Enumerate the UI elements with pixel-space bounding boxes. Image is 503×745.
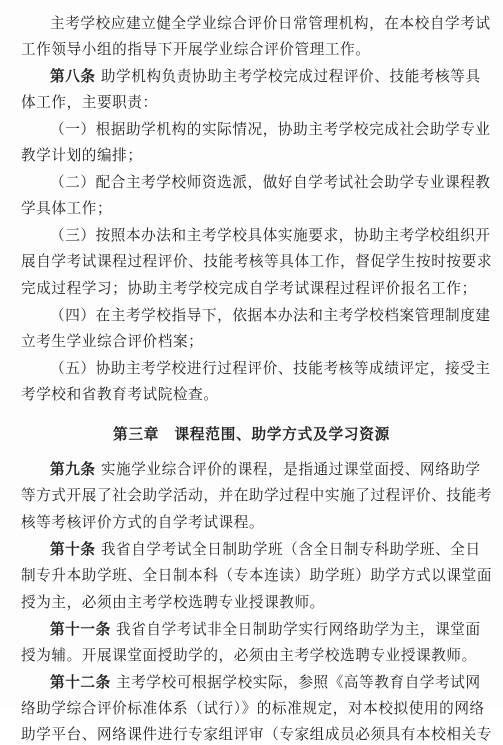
chapter-3-heading: 第三章 课程范围、助学方式及学习资源: [112, 426, 391, 443]
article-10-text: 我省自学考试全日制助学班（含全日制专科助学班、全日: [95, 541, 481, 558]
article-9-label: 第九条: [50, 461, 96, 478]
item-4-line-1: （四）在主考学校指导下，依据本办法和主考学校档案管理制度建: [50, 307, 491, 324]
article-11-line-2: 授为辅。开展课堂面授助学的，必须由主考学校选聘专业授课教师。: [21, 647, 477, 664]
article-9-line-1: [0, 460, 503, 480]
item-1-line-2: 教学计划的编排；: [21, 147, 143, 164]
article-12-line-2: 络助学综合评价标准体系（试行）》的标准规定，对本校拟使用的网络: [21, 700, 485, 717]
article-10-line-1: [0, 540, 503, 560]
item-1-line-1: （一）根据助学机构的实际情况，协助主考学校完成社会助学专业: [50, 121, 491, 138]
item-5-line-1: （五）协助主考学校进行过程评价、技能考核等成绩评定，接受主: [50, 360, 491, 377]
article-11-text: 我省自学考试非全日制助学实行网络助学为主，课堂面: [110, 621, 481, 638]
item-3-line-1: （三）按照本办法和主考学校具体实施要求，协助主考学校组织开: [50, 227, 491, 244]
article-12-label: 第十二条: [50, 674, 111, 691]
item-3-line-2: 展自学考试课程过程评价、技能考核等具体工作，督促学生按时按要求: [21, 253, 493, 270]
article-9-line-2: 等方式开展了社会助学活动，并在助学过程中实施了过程评价、技能考: [21, 487, 493, 504]
item-3-line-3: 完成过程学习；协助主考学校完成自学考试课程过程评价报名工作；: [21, 280, 477, 297]
p1-line-1: 主考学校应建立健全学业综合评价日常管理机构，在本校自学考试: [50, 15, 491, 32]
item-4-line-2: 立考生学业综合评价档案；: [21, 333, 204, 350]
article-12-text: 主考学校可根据学校实际，参照《高等教育自学考试网: [110, 674, 481, 691]
article-11-label: 第十一条: [50, 621, 111, 638]
article-8-line-2: 体工作，主要职责：: [21, 94, 158, 111]
p1-line-2: 工作领导小组的指导下开展学业综合评价管理工作。: [21, 41, 371, 58]
item-2-line-1: （二）配合主考学校师资选派，做好自学考试社会助学专业课程教: [50, 174, 491, 191]
article-9-text: 实施学业综合评价的课程，是指通过课堂面授、网络助学: [95, 461, 481, 478]
article-12-line-3: 助学平台、网络课件进行专家组评审（专家组成员必须具有本校相关专: [21, 726, 493, 743]
article-10-label: 第十条: [50, 541, 96, 558]
article-10-line-2: 制专升本助学班、全日制本科（专本连读）助学班）助学方式以课堂面: [21, 567, 493, 584]
article-11-line-1: [0, 620, 503, 640]
article-8-label: 第八条: [50, 68, 96, 85]
article-8-text: 助学机构负责协助主考学校完成过程评价、技能考核等具: [95, 68, 481, 85]
article-12-line-1: [0, 673, 503, 693]
article-8-line-1: [0, 67, 503, 87]
article-10-line-3: 授为主，必须由主考学校选聘专业授课教师。: [21, 594, 325, 611]
item-5-line-2: 考学校和省教育考试院检查。: [21, 386, 219, 403]
article-9-line-3: 核等考核评价方式的自学考试课程。: [21, 514, 265, 531]
item-2-line-2: 学具体工作；: [21, 200, 113, 217]
